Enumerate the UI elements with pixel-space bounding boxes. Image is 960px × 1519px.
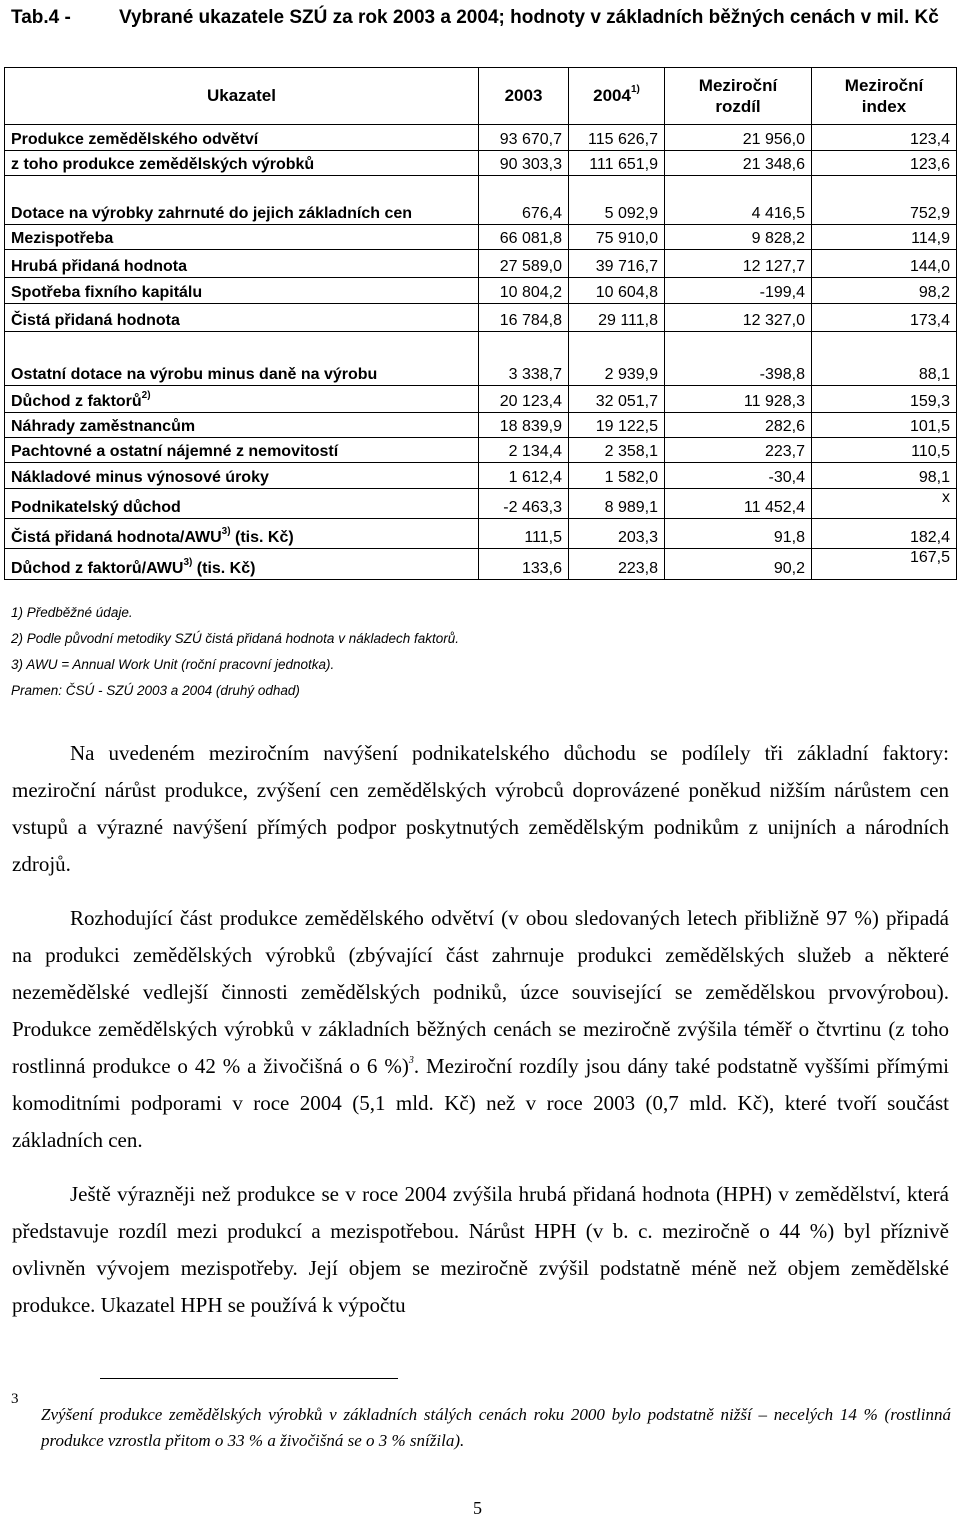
value-2004: 10 604,8 [569, 278, 665, 304]
table-row [5, 489, 957, 519]
value-index: 173,4 [812, 304, 957, 332]
value-diff: 4 416,5 [665, 176, 812, 225]
note-2: 2) Podle původní metodiky SZÚ čistá přidaná hodnota v nákladech faktorů. [11, 631, 460, 646]
value-2004: 203,3 [569, 519, 665, 549]
source-note: Pramen: ČSÚ - SZÚ 2003 a 2004 (druhý odhad) [11, 683, 300, 698]
paragraph-2: Rozhodující část produkce zemědělského odvětví (v obou sledovaných letech přibližně 97 %) připadá na produkci zemědělských výrobků (zbývající část zahrnuje produkci zemědělských služeb a některé nezemědělské vedlejší činnosti zemědělských podniků, úzce související se zemědělskou prvovýrobou). Produkce zemědělských výrobků v základních běžných cenách se meziročně zvýšila téměř o čtvrtinu (z toho rostlinná produkce o 42 % a živočišná o 6 %)$^3$. Meziroční rozdíly jsou dány také podstatně vyššími přímými komoditními podporami v roce 2004 (5,1 mld. Kč) než v roce 2003 (0,7 mld. Kč), které tvoří součást základních cen. [12, 906, 949, 1152]
value-2003: 16 784,8 [479, 304, 569, 332]
table-row [5, 278, 957, 304]
table-row [5, 386, 957, 413]
table-row [5, 463, 957, 489]
value-diff: 9 828,2 [665, 225, 812, 250]
table-row [5, 438, 957, 463]
value-2003: 66 081,8 [479, 225, 569, 250]
value-2004: 115 626,7 [569, 125, 665, 151]
value-diff: 223,7 [665, 438, 812, 463]
value-2003: 27 589,0 [479, 250, 569, 278]
table-row [5, 549, 957, 580]
value-diff: 282,6 [665, 413, 812, 438]
table-row [5, 413, 957, 438]
value-index: 144,0 [812, 250, 957, 278]
value-2004: 1 582,0 [569, 463, 665, 489]
row-label: Hrubá přidaná hodnota [5, 250, 479, 278]
indicators-table [4, 67, 957, 580]
header-index: Meziroční index [812, 68, 957, 125]
value-diff: 12 327,0 [665, 304, 812, 332]
value-index: 159,3 [812, 386, 957, 413]
value-2004: 19 122,5 [569, 413, 665, 438]
value-2003: -2 463,3 [479, 489, 569, 519]
table-row [5, 151, 957, 176]
value-2003: 111,5 [479, 519, 569, 549]
row-label: Náhrady zaměstnancům [5, 413, 479, 438]
value-diff: 21 348,6 [665, 151, 812, 176]
row-label: Důchod z faktorů$^{2)}$ [5, 386, 479, 413]
value-index: 752,9 [812, 176, 957, 225]
value-2004: 75 910,0 [569, 225, 665, 250]
table-row [5, 304, 957, 332]
value-index: 114,9 [812, 225, 957, 250]
value-2004: 8 989,1 [569, 489, 665, 519]
value-index: 123,4 [812, 125, 957, 151]
value-diff: 11 452,4 [665, 489, 812, 519]
value-2004: 32 051,7 [569, 386, 665, 413]
value-diff: -398,8 [665, 332, 812, 386]
note-3: 3) AWU = Annual Work Unit (roční pracovní jednotka). [11, 657, 335, 672]
table-row [5, 250, 957, 278]
table-title: Vybrané ukazatele SZÚ za rok 2003 a 2004; hodnoty v základních běžných cenách v mil. Kč [119, 7, 939, 28]
value-diff: 21 956,0 [665, 125, 812, 151]
table-row [5, 176, 957, 225]
value-2003: 2 134,4 [479, 438, 569, 463]
value-diff: -30,4 [665, 463, 812, 489]
value-2004: 29 111,8 [569, 304, 665, 332]
value-2004: 2 939,9 [569, 332, 665, 386]
footnote-separator [100, 1378, 398, 1379]
value-2004: 2 358,1 [569, 438, 665, 463]
table-row [5, 332, 957, 386]
value-index: 167,5 [812, 549, 957, 580]
footnote-mark: 3 [11, 1391, 19, 1407]
table-row [5, 125, 957, 151]
row-label: Důchod z faktorů/AWU$^{3)}$ (tis. Kč) [5, 549, 479, 580]
value-diff: 91,8 [665, 519, 812, 549]
value-index: 101,5 [812, 413, 957, 438]
value-index: 123,6 [812, 151, 957, 176]
footnote-ref: 3) [221, 525, 231, 537]
value-2003: 676,4 [479, 176, 569, 225]
value-2003: 90 303,3 [479, 151, 569, 176]
row-label: Podnikatelský důchod [5, 489, 479, 519]
value-2003: 20 123,4 [479, 386, 569, 413]
row-label: Pachtovné a ostatní nájemné z nemovitostí [5, 438, 479, 463]
row-label: Ostatní dotace na výrobu minus daně na výrobu [5, 332, 479, 386]
header-2003: 2003 [479, 68, 569, 125]
footnote-ref: 1) [630, 84, 640, 96]
table-header-row [5, 68, 957, 125]
row-label: z toho produkce zemědělských výrobků [5, 151, 479, 176]
value-index: 98,2 [812, 278, 957, 304]
value-index: 98,1 [812, 463, 957, 489]
row-label: Čistá přidaná hodnota/AWU$^{3)}$ (tis. Kč) [5, 519, 479, 549]
table-body [5, 125, 957, 580]
footnote-text: Zvýšení produkce zemědělských výrobků v základních stálých cenách roku 2000 bylo podstatně nižší – necelých 14 % (rostlinná produkce vzrostla přitom o 33 % a živočišná se o 3 % snížila). [41, 1405, 951, 1450]
value-2003: 1 612,4 [479, 463, 569, 489]
value-2003: 3 338,7 [479, 332, 569, 386]
table-row [5, 519, 957, 549]
value-2004: 5 092,9 [569, 176, 665, 225]
value-2003: 133,6 [479, 549, 569, 580]
value-2004: 223,8 [569, 549, 665, 580]
row-label: Nákladové minus výnosové úroky [5, 463, 479, 489]
value-index: 182,4 [812, 519, 957, 549]
footnote-reference: 3 [408, 1055, 414, 1066]
row-label: Čistá přidaná hodnota [5, 304, 479, 332]
row-label: Dotace na výrobky zahrnuté do jejich základních cen [5, 176, 479, 225]
body-text [12, 735, 949, 1341]
table-number: Tab.4 - [11, 7, 71, 28]
footnote-ref: 3) [183, 556, 193, 568]
value-2004: 39 716,7 [569, 250, 665, 278]
value-diff: 90,2 [665, 549, 812, 580]
header-diff: Meziroční rozdíl [665, 68, 812, 125]
header-indicator: Ukazatel [5, 68, 479, 125]
value-index: 88,1 [812, 332, 957, 386]
value-diff: 11 928,3 [665, 386, 812, 413]
value-index: 110,5 [812, 438, 957, 463]
header-2004: 2004$^{1)}$ [569, 68, 665, 125]
paragraph-3: Ještě výrazněji než produkce se v roce 2004 zvýšila hrubá přidaná hodnota (HPH) v zemědělství, která představuje rozdíl mezi produkcí a mezispotřebou. Nárůst HPH (v b. c. meziročně o 44 %) byl příznivě ovlivněn vývojem mezispotřeby. Její objem se meziročně zvýšil podstatně méně než objem zemědělské produkce. Ukazatel HPH se používá k výpočtu [12, 1182, 949, 1317]
page-number: 5 [473, 1498, 482, 1518]
value-diff: -199,4 [665, 278, 812, 304]
value-2003: 93 670,7 [479, 125, 569, 151]
table-row [5, 225, 957, 250]
table-notes [11, 600, 459, 704]
value-2003: 18 839,9 [479, 413, 569, 438]
footnote-ref: 2) [141, 389, 151, 401]
value-2003: 10 804,2 [479, 278, 569, 304]
paragraph-1: Na uvedeném meziročním navýšení podnikatelského důchodu se podílely tři základní faktory: meziroční nárůst produkce, zvýšení cen zemědělských výrobců doprovázené poněkud nižším nárůstem cen vstupů a výrazné navýšení přímých podpor poskytnutých zemědělským podnikům z unijních a národních zdrojů. [12, 741, 949, 876]
row-label: Spotřeba fixního kapitálu [5, 278, 479, 304]
row-label: Mezispotřeba [5, 225, 479, 250]
row-label: Produkce zemědělského odvětví [5, 125, 479, 151]
value-index: x [812, 489, 957, 519]
value-diff: 12 127,7 [665, 250, 812, 278]
value-2004: 111 651,9 [569, 151, 665, 176]
note-1: 1) Předběžné údaje. [11, 605, 133, 620]
